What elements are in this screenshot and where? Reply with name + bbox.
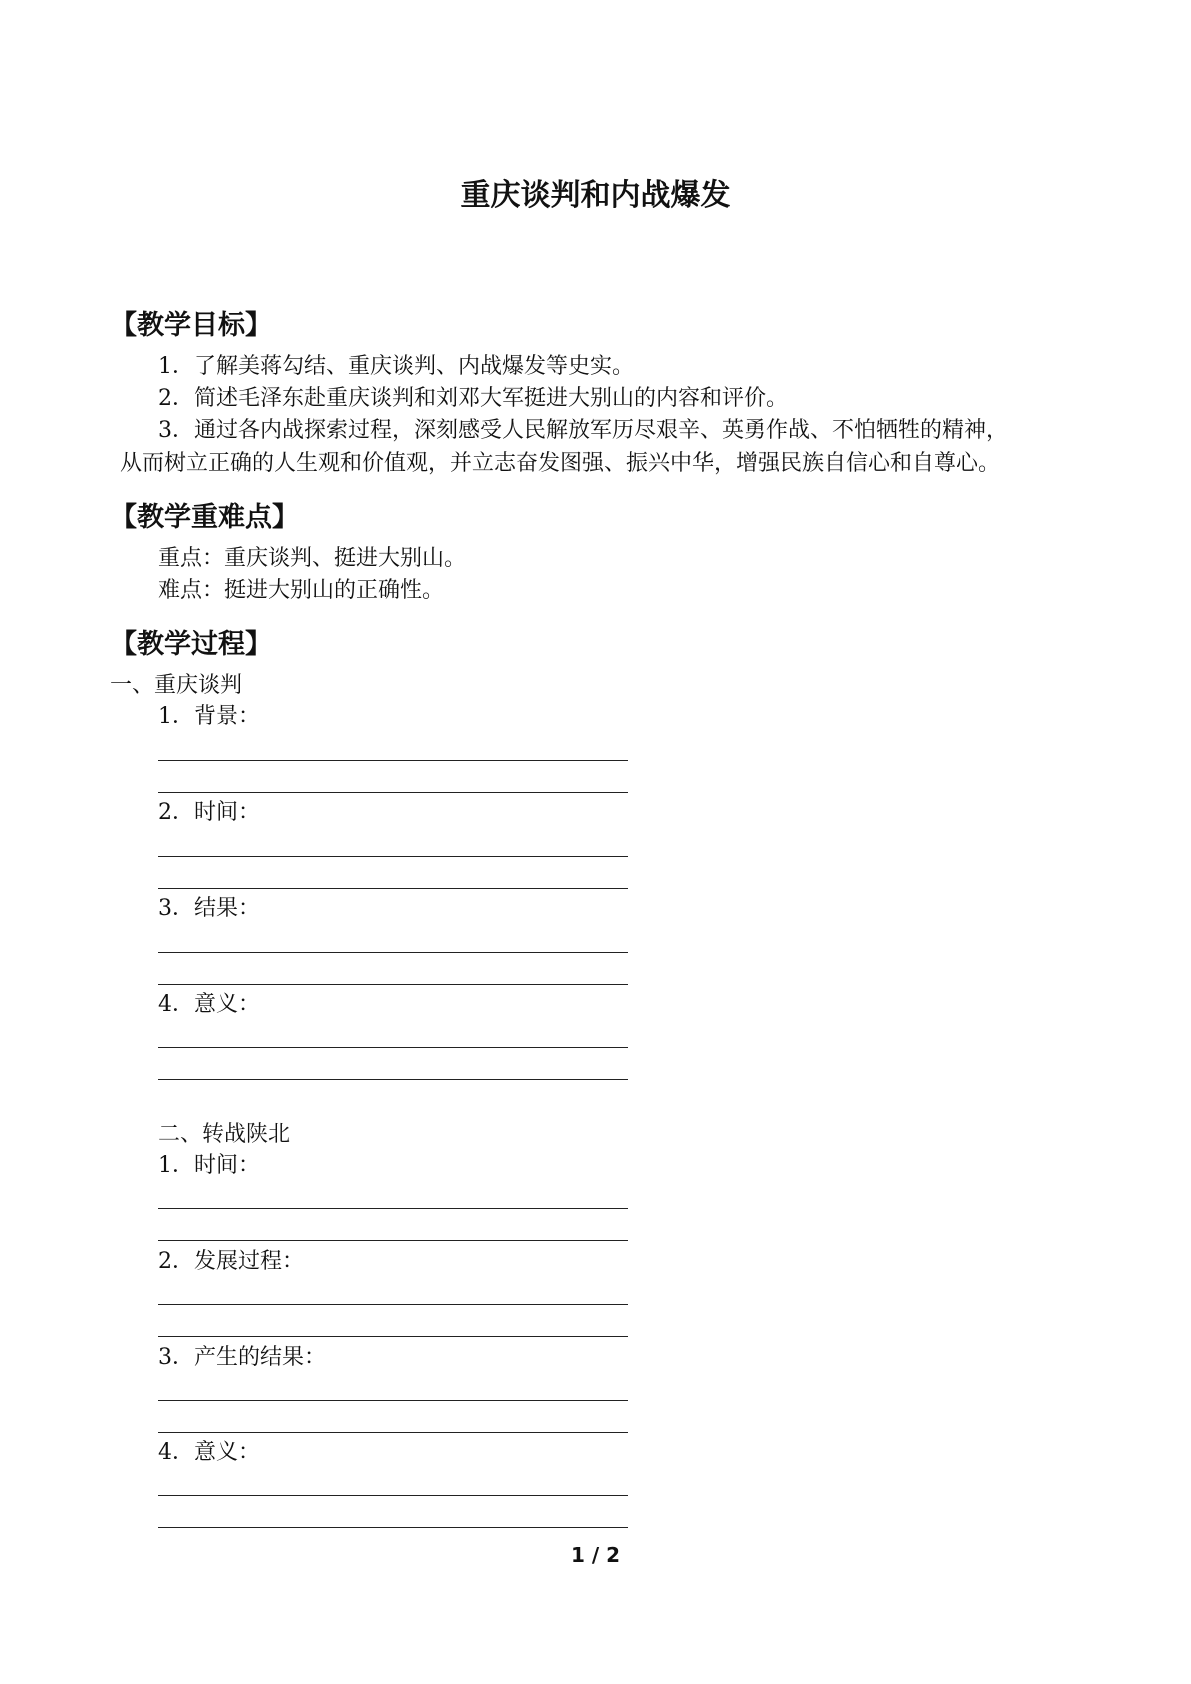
answer-line xyxy=(158,1527,628,1528)
answer-line xyxy=(158,760,628,761)
answer-line xyxy=(158,984,628,985)
part1-item-result: 3．结果： xyxy=(158,896,260,921)
objective-item-2: 2．简述毛泽东赴重庆谈判和刘邓大军挺进大别山的内容和评价。 xyxy=(158,386,788,411)
part1-item-significance: 4．意义： xyxy=(158,992,260,1017)
objective-item-1: 1．了解美蒋勾结、重庆谈判、内战爆发等史实。 xyxy=(158,354,634,379)
answer-line xyxy=(158,856,628,857)
answer-line xyxy=(158,1304,628,1305)
part2-item-result: 3．产生的结果： xyxy=(158,1345,326,1370)
part1-title: 一、重庆谈判 xyxy=(110,673,243,698)
answer-line xyxy=(158,1400,628,1401)
objectives-heading: 【教学目标】 xyxy=(110,310,272,341)
answer-line xyxy=(158,888,628,889)
answer-line xyxy=(158,1432,628,1433)
part2-item-significance: 4．意义： xyxy=(158,1440,260,1465)
answer-line xyxy=(158,1079,628,1080)
document-title: 重庆谈判和内战爆发 xyxy=(460,178,731,213)
key-point-item: 重点：重庆谈判、挺进大别山。 xyxy=(158,546,467,571)
answer-line xyxy=(158,952,628,953)
process-heading: 【教学过程】 xyxy=(110,629,272,660)
answer-line xyxy=(158,792,628,793)
part1-item-background: 1．背景： xyxy=(158,704,260,729)
answer-line xyxy=(158,1047,628,1048)
page-number: 1 / 2 xyxy=(570,1543,621,1567)
part2-title: 二、转战陕北 xyxy=(158,1122,291,1147)
objective-item-3-continued: 从而树立正确的人生观和价值观，并立志奋发图强、振兴中华，增强民族自信心和自尊心。 xyxy=(120,451,1001,476)
answer-line xyxy=(158,1495,628,1496)
part2-item-process: 2．发展过程： xyxy=(158,1249,304,1274)
answer-line xyxy=(158,1336,628,1337)
difficult-point-item: 难点：挺进大别山的正确性。 xyxy=(158,578,445,603)
part2-item-time: 1．时间： xyxy=(158,1153,260,1178)
part1-item-time: 2．时间： xyxy=(158,800,260,825)
answer-line xyxy=(158,1240,628,1241)
objective-item-3: 3．通过各内战探索过程，深刻感受人民解放军历尽艰辛、英勇作战、不怕牺牲的精神， xyxy=(158,418,1008,443)
key-points-heading: 【教学重难点】 xyxy=(110,502,299,533)
answer-line xyxy=(158,1208,628,1209)
